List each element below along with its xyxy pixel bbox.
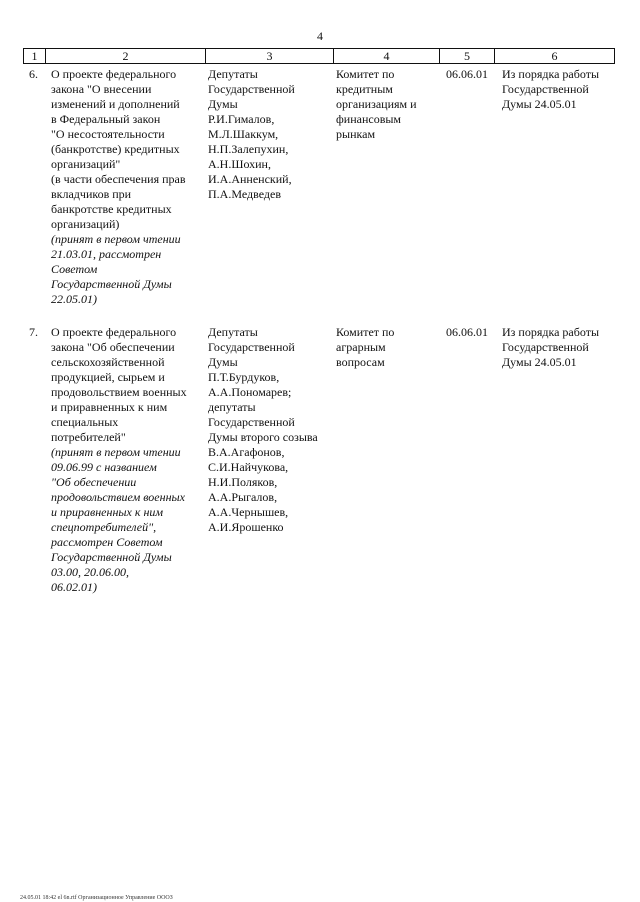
title-line: банкротстве кредитных — [51, 202, 172, 216]
sponsor-line: Государственной — [208, 340, 295, 354]
entry-title — [51, 67, 201, 307]
source-line: Думы 24.05.01 — [502, 355, 577, 369]
sponsor-line: Депутаты — [208, 325, 258, 339]
source-line: Из порядка работы — [502, 325, 600, 339]
committee-line — [336, 325, 436, 370]
reading-note-line: рассмотрен Советом — [51, 535, 163, 549]
header-col-1: 1 — [24, 49, 46, 64]
reading-note-line: 22.05.01) — [51, 292, 97, 306]
reading-note-line: спецпотребителей", — [51, 520, 157, 534]
reading-note-line: 09.06.99 с названием — [51, 460, 157, 474]
reading-note-line: 03.00, 20.06.00, — [51, 565, 129, 579]
sponsor-line — [208, 67, 333, 202]
sponsor-line: Думы — [208, 355, 238, 369]
reading-note-line: и приравненных к ним — [51, 505, 164, 519]
committee-line — [336, 67, 436, 142]
committee-line: организациям и — [336, 97, 417, 111]
sponsor-line: Н.П.Залепухин, — [208, 142, 289, 156]
sponsor-line: Государственной — [208, 415, 295, 429]
sponsor-line: Депутаты — [208, 67, 258, 81]
sponsor-line: П.А.Медведев — [208, 187, 281, 201]
title-line: и приравненных к ним — [51, 400, 168, 414]
reading-note-line: 21.03.01, рассмотрен — [51, 247, 162, 261]
sponsor-line: А.Н.Шохин, — [208, 157, 271, 171]
source-line: Государственной — [502, 340, 589, 354]
sponsor-line: С.И.Найчукова, — [208, 460, 289, 474]
header-col-5: 5 — [440, 49, 495, 64]
sponsor-line: Н.И.Поляков, — [208, 475, 278, 489]
committee-line: финансовым — [336, 112, 402, 126]
header-col-2: 2 — [46, 49, 206, 64]
sponsor-line: Р.И.Гималов, — [208, 112, 275, 126]
title-line: продовольствием военных — [51, 385, 187, 399]
entry-sponsors — [208, 67, 333, 202]
sponsor-line: А.А.Чернышев, — [208, 505, 289, 519]
entry-sponsors — [208, 325, 333, 535]
entry-date: 06.06.01 — [446, 67, 488, 81]
title-line: изменений и дополнений — [51, 97, 180, 111]
title-line: О проекте федерального — [51, 325, 177, 339]
title-line — [51, 67, 201, 232]
entry-date: 06.06.01 — [446, 325, 488, 339]
print-footer: 24.05.01 18:42 el 6n.rtf Организационное Управление ОООЗ — [20, 895, 173, 901]
reading-note-line: Государственной Думы — [51, 277, 172, 291]
header-col-4: 4 — [334, 49, 440, 64]
source-line: Из порядка работы — [502, 67, 600, 81]
committee-line: вопросам — [336, 355, 385, 369]
title-line: закона "О внесении — [51, 82, 152, 96]
sponsor-line — [208, 325, 333, 535]
reading-note-line — [51, 445, 201, 595]
entry-title — [51, 325, 201, 595]
source-line — [502, 325, 622, 370]
entry-number: 6. — [29, 67, 38, 81]
column-number-header — [23, 48, 615, 64]
sponsor-line: Думы — [208, 97, 238, 111]
reading-note-line: (принят в первом чтении — [51, 445, 181, 459]
sponsor-line: М.Л.Шаккум, — [208, 127, 279, 141]
entry-committee — [336, 67, 436, 142]
reading-note-line: "Об обеспечении — [51, 475, 137, 489]
sponsor-line: А.И.Ярошенко — [208, 520, 284, 534]
title-line: организаций) — [51, 217, 120, 231]
sponsor-line: А.А.Пономарев; — [208, 385, 292, 399]
sponsor-line: В.А.Агафонов, — [208, 445, 285, 459]
title-line: потребителей" — [51, 430, 126, 444]
reading-note-line — [51, 232, 201, 307]
title-line: "О несостоятельности — [51, 127, 165, 141]
title-line: закона "Об обеспечении — [51, 340, 175, 354]
committee-line: Комитет по — [336, 325, 395, 339]
title-line: сельскохозяйственной — [51, 355, 165, 369]
reading-note-line: Государственной Думы — [51, 550, 172, 564]
title-line: (банкротстве) кредитных — [51, 142, 180, 156]
title-line — [51, 325, 201, 445]
agenda-entry-7 — [23, 325, 623, 605]
source-line: Думы 24.05.01 — [502, 97, 577, 111]
committee-line: кредитным — [336, 82, 393, 96]
source-line — [502, 67, 622, 112]
committee-line: аграрным — [336, 340, 386, 354]
entry-source — [502, 67, 622, 112]
committee-line: рынкам — [336, 127, 376, 141]
title-line: в Федеральный закон — [51, 112, 161, 126]
header-col-6: 6 — [495, 49, 615, 64]
reading-note-line: Советом — [51, 262, 98, 276]
title-line: вкладчиков при — [51, 187, 132, 201]
title-line: продукцией, сырьем и — [51, 370, 165, 384]
sponsor-line: Думы второго созыва — [208, 430, 318, 444]
sponsor-line: депутаты — [208, 400, 256, 414]
source-line: Государственной — [502, 82, 589, 96]
sponsor-line: И.А.Анненский, — [208, 172, 292, 186]
reading-note-line: 06.02.01) — [51, 580, 97, 594]
reading-note-line: продовольствием военных — [51, 490, 185, 504]
page-number: 4 — [317, 29, 323, 43]
agenda-entry-6 — [23, 67, 623, 317]
committee-line: Комитет по — [336, 67, 395, 81]
title-line: организаций" — [51, 157, 121, 171]
sponsor-line: А.А.Рыгалов, — [208, 490, 278, 504]
entry-source — [502, 325, 622, 370]
entry-committee — [336, 325, 436, 370]
title-line: О проекте федерального — [51, 67, 177, 81]
title-line: (в части обеспечения прав — [51, 172, 186, 186]
sponsor-line: Государственной — [208, 82, 295, 96]
title-line: специальных — [51, 415, 119, 429]
entry-number: 7. — [29, 325, 38, 339]
header-col-3: 3 — [206, 49, 334, 64]
reading-note-line: (принят в первом чтении — [51, 232, 181, 246]
sponsor-line: П.Т.Бурдуков, — [208, 370, 280, 384]
